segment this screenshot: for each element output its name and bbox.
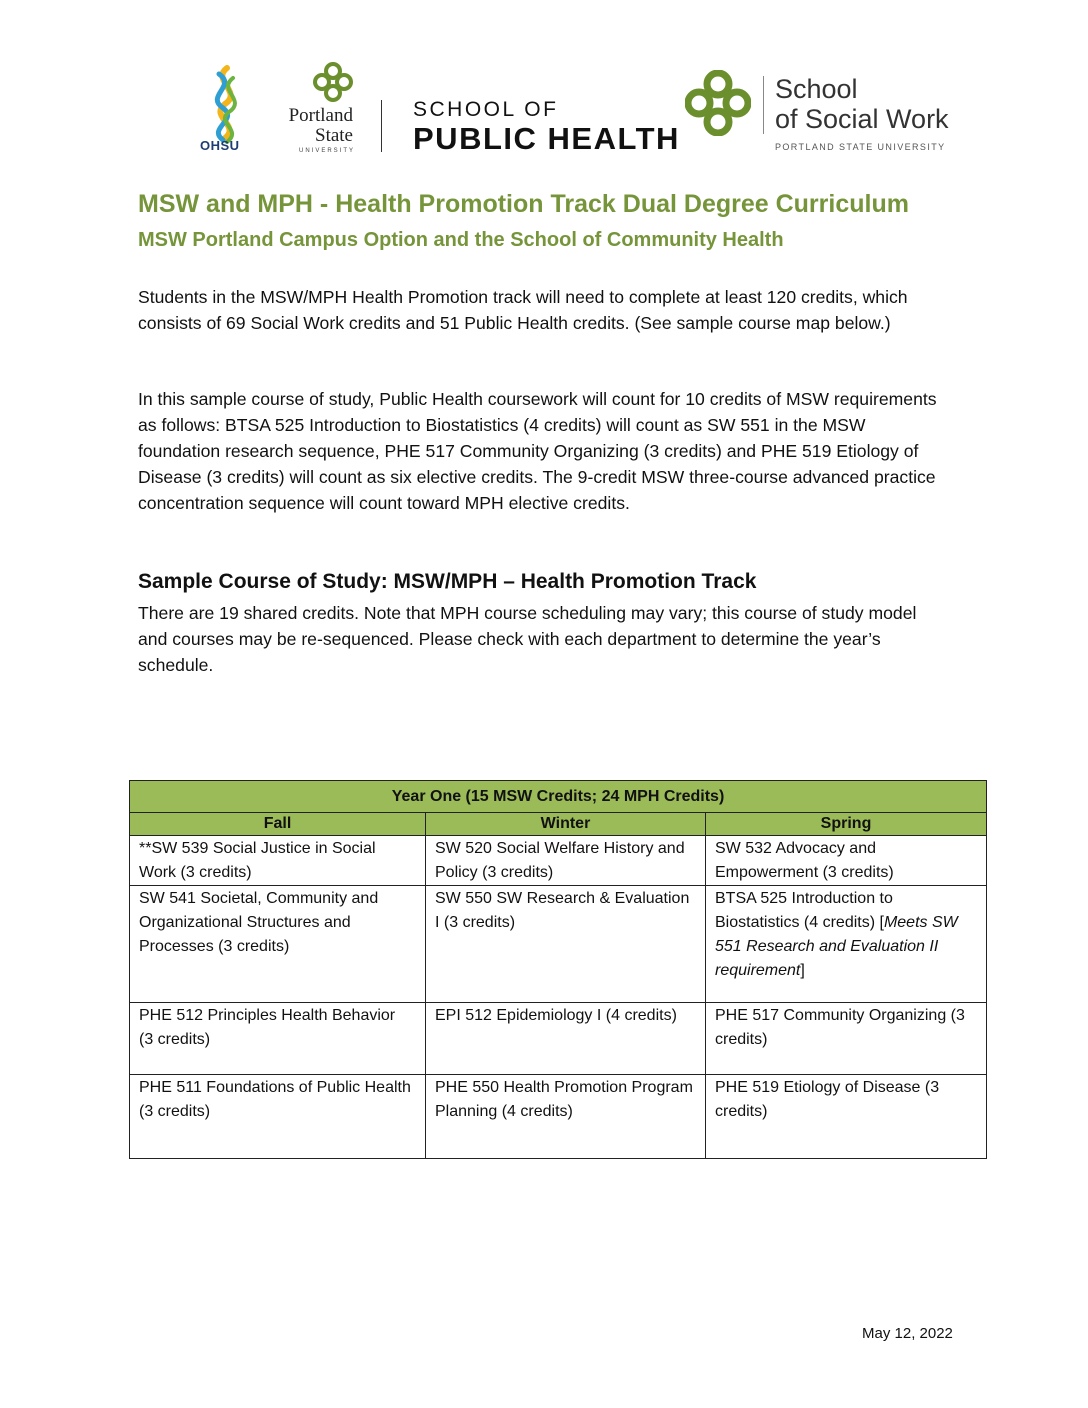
year-heading: Year One (15 MSW Credits; 24 MPH Credits) [130, 781, 987, 813]
psu-mark-icon [313, 62, 353, 102]
page-title: MSW and MPH - Health Promotion Track Dual Degree Curriculum [138, 190, 909, 218]
table-cell: **SW 539 Social Justice in Social Work (3 credits) [130, 836, 426, 886]
psu-logo [275, 62, 355, 156]
school-of-public-health-logo: SCHOOL OF PUBLIC HEALTH [413, 98, 680, 156]
table-cell: BTSA 525 Introduction to Biostatistics (4 credits) [Meets SW 551 Research and Evaluation II requirement] [706, 886, 987, 1003]
table-row [130, 836, 987, 886]
table-cell: SW 541 Societal, Community and Organizational Structures and Processes (3 credits) [130, 886, 426, 1003]
column-header-fall: Fall [130, 813, 426, 836]
ohsu-wordmark: OHSU [200, 138, 240, 153]
column-header-winter: Winter [426, 813, 706, 836]
psu-wordmark: Portland State [288, 105, 353, 146]
section-heading: Sample Course of Study: MSW/MPH – Health Promotion Track [138, 570, 757, 593]
table-cell: PHE 517 Community Organizing (3 credits) [706, 1003, 987, 1075]
table-row [130, 1003, 987, 1075]
ssw-mark-icon [685, 70, 751, 136]
intro-paragraph-2: In this sample course of study, Public Health coursework will count for 10 credits of MSW requirements as follows: BTSA 525 Introduction to Biostatistics (4 credits) will count as SW 551 in the MSW foundation research sequence, PHE 517 Community Organizing (3 credits) and PHE 519 Etiology of Disease (3 credits) will count as six elective credits. The 9-credit MSW three-course advanced practice concentration sequence will count toward MPH elective credits. [138, 389, 937, 513]
logo-band [195, 60, 965, 160]
table-cell: PHE 511 Foundations of Public Health (3 credits) [130, 1075, 426, 1159]
table-year-row [130, 781, 987, 813]
intro-paragraph-1: Students in the MSW/MPH Health Promotion track will need to complete at least 120 credits, which consists of 69 Social Work credits and 51 Public Health credits. (See sample course map below.) [138, 287, 908, 333]
table-cell: SW 550 SW Research & Evaluation I (3 credits) [426, 886, 706, 1003]
table-cell: SW 520 Social Welfare History and Policy (3 credits) [426, 836, 706, 886]
table-cell: PHE 550 Health Promotion Program Planning (4 credits) [426, 1075, 706, 1159]
divider [763, 76, 764, 134]
table-row [130, 886, 987, 1003]
italic-note: Meets SW 551 Research and Evaluation II requirement [715, 914, 958, 979]
page-subtitle: MSW Portland Campus Option and the School of Community Health [138, 229, 784, 251]
course-table [129, 780, 987, 1159]
school-of-social-work-logo: School of Social Work PORTLAND STATE UNIVERSITY [775, 74, 949, 152]
table-cell: PHE 519 Etiology of Disease (3 credits) [706, 1075, 987, 1159]
table-cell: EPI 512 Epidemiology I (4 credits) [426, 1003, 706, 1075]
footer-date: May 12, 2022 [862, 1325, 953, 1342]
column-header-spring: Spring [706, 813, 987, 836]
divider [381, 100, 382, 152]
psu-university-label: UNIVERSITY [298, 148, 355, 154]
table-cell: PHE 512 Principles Health Behavior (3 credits) [130, 1003, 426, 1075]
table-cell: SW 532 Advocacy and Empowerment (3 credits) [706, 836, 987, 886]
table-header-row [130, 813, 987, 836]
table-row [130, 1075, 987, 1159]
section-paragraph: There are 19 shared credits. Note that MPH course scheduling may vary; this course of study model and courses may be re-sequenced. Please check with each department to determine the year’s schedule. [138, 603, 917, 675]
